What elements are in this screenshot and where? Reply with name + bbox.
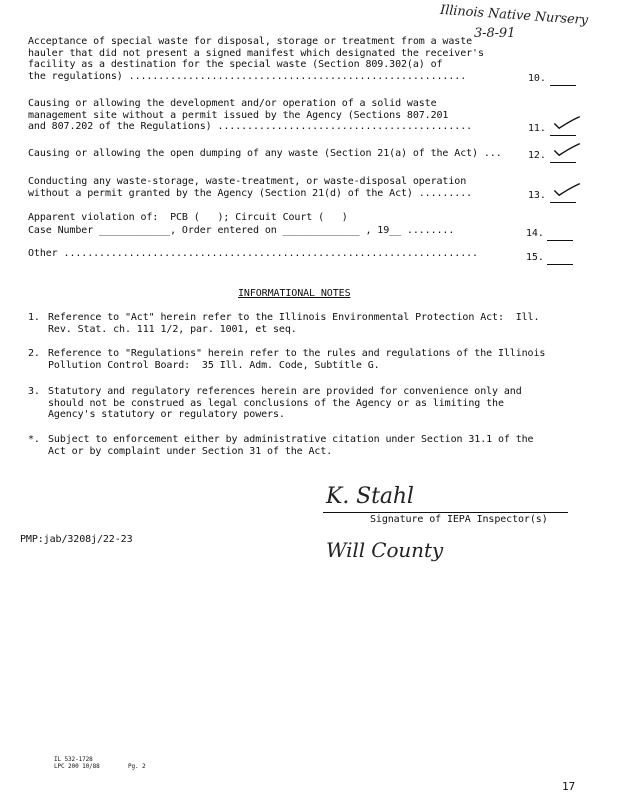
handwritten-date: 3-8-91	[474, 26, 516, 41]
handwritten-county: Will County	[326, 538, 444, 562]
case-number-line: Case Number ____________, Order entered on _____________ , 19__ ........	[28, 225, 455, 236]
note-text: Pollution Control Board: 35 Ill. Adm. Code, Subtitle G.	[48, 359, 380, 371]
note-marker: 3.	[28, 386, 40, 397]
item-number-15: 15.	[526, 252, 544, 263]
item-blank-15	[547, 254, 573, 265]
item-blank-14	[547, 230, 573, 241]
note-text: Subject to enforcement either by administrative citation under Section 31.1 of the	[48, 434, 534, 445]
violation-item-text: Causing or allowing the development and/or operation of a solid waste	[28, 98, 437, 109]
informational-notes-heading: INFORMATIONAL NOTES	[238, 288, 351, 299]
note-text: Reference to "Act" herein refer to the Illinois Environmental Protection Act: Ill.	[48, 312, 540, 323]
note-text: should not be construed as legal conclusions of the Agency or as limiting the	[48, 397, 504, 409]
signature-line	[323, 512, 568, 513]
violation-item-text: the regulations) .........................................................	[28, 70, 467, 82]
note-text: Statutory and regulatory references herein are provided for convenience only and	[48, 386, 522, 397]
note-marker: *.	[28, 434, 40, 445]
checkmark-icon	[552, 143, 582, 157]
checkmark-icon	[552, 183, 582, 197]
checkmark-icon	[552, 116, 582, 130]
violation-item-text: facility as a destination for the special waste (Section 809.302(a) of	[28, 59, 443, 70]
form-code-1: IL 532-1728	[54, 756, 93, 763]
note-marker: 2.	[28, 348, 40, 359]
handwritten-company-name: Illinois Native Nursery	[439, 2, 589, 29]
form-code-2: LPC 200 10/88	[54, 763, 100, 770]
violation-item-text: without a permit granted by the Agency (Section 21(d) of the Act) .........	[28, 187, 473, 199]
violation-item-text: Acceptance of special waste for disposal, storage or treatment from a waste	[28, 36, 473, 47]
inspector-signature: K. Stahl	[326, 484, 414, 509]
violation-item-text: Conducting any waste-storage, waste-treatment, or waste-disposal operation	[28, 176, 467, 187]
note-text: Rev. Stat. ch. 111 1/2, par. 1001, et seq.	[48, 323, 297, 335]
apparent-violation-line: Apparent violation of: PCB ( ); Circuit Court ( )	[28, 212, 348, 223]
reference-code: PMP:jab/3208j/22-23	[20, 534, 133, 545]
page-number: 17	[562, 780, 576, 793]
item-number: 10.	[528, 72, 546, 84]
item-number-14: 14.	[526, 228, 544, 239]
item-number: 13.	[528, 189, 546, 201]
note-text: Act or by complaint under Section 31 of the Act.	[48, 445, 333, 457]
item-blank	[550, 75, 576, 86]
violation-item-text: hauler that did not present a signed manifest which designated the receiver's	[28, 47, 484, 59]
violation-item-text: Causing or allowing the open dumping of any waste (Section 21(a) of the Act) ...	[28, 148, 502, 159]
item-number: 12.	[528, 150, 546, 161]
item-number: 11.	[528, 123, 546, 134]
violation-item-text: and 807.202 of the Regulations) ...........................................	[28, 121, 473, 132]
signature-caption: Signature of IEPA Inspector(s)	[370, 514, 548, 525]
note-marker: 1.	[28, 312, 40, 323]
other-line: Other ......................................................................	[28, 248, 478, 259]
violation-item-text: management site without a permit issued by the Agency (Sections 807.201	[28, 109, 449, 121]
page-label: Pg. 2	[128, 763, 146, 770]
note-text: Reference to "Regulations" herein refer to the rules and regulations of the Illinois	[48, 348, 546, 359]
note-text: Agency's statutory or regulatory powers.	[48, 409, 285, 420]
